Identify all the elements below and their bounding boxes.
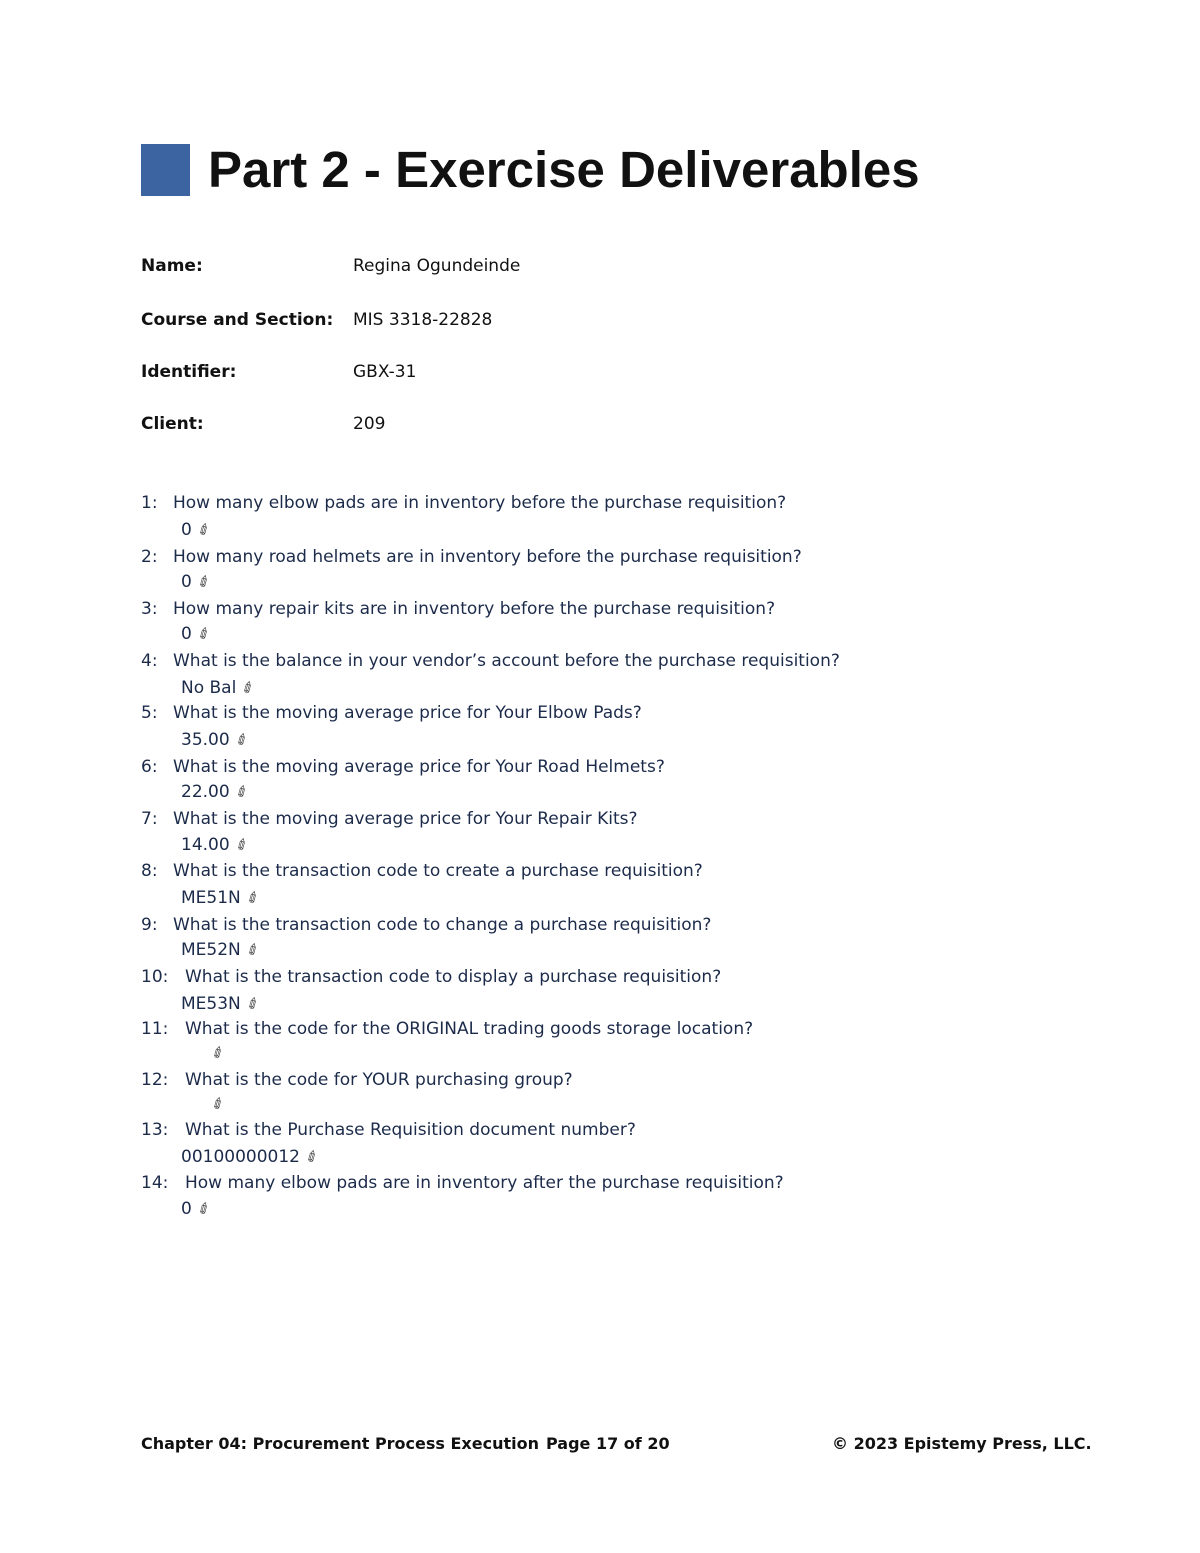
answer-7[interactable]: [181, 834, 252, 856]
answer-10[interactable]: [181, 993, 264, 1015]
question-number: 12:: [141, 1070, 169, 1090]
question-number: 11:: [141, 1019, 169, 1039]
question-number: 6:: [141, 757, 158, 777]
page-heading: [141, 140, 920, 199]
question-text: What is the moving average price for Your Road Helmets?: [173, 757, 665, 777]
answer-text: 35.00: [181, 730, 230, 750]
question-3: [141, 599, 775, 619]
question-number: 13:: [141, 1120, 169, 1140]
question-text: What is the transaction code to create a purchase requisition?: [173, 861, 703, 881]
pencil-icon: ✐: [238, 677, 259, 699]
question-text: How many elbow pads are in inventory after the purchase requisition?: [185, 1173, 784, 1193]
question-text: How many repair kits are in inventory before the purchase requisition?: [173, 599, 776, 619]
footer-chapter: Chapter 04: Procurement Process Execution: [141, 1434, 539, 1453]
question-1: [141, 493, 786, 513]
answer-9[interactable]: [181, 939, 264, 961]
pencil-icon: ✐: [232, 781, 252, 803]
footer-copyright: © 2023 Epistemy Press, LLC.: [832, 1434, 1092, 1453]
answer-text: ME51N: [181, 888, 241, 908]
answer-6[interactable]: [181, 781, 252, 803]
question-6: [141, 757, 665, 777]
info-value: MIS 3318-22828: [353, 310, 493, 330]
question-text: What is the code for the ORIGINAL trading goods storage location?: [185, 1019, 754, 1039]
pencil-icon: ✐: [194, 623, 215, 645]
question-10: [141, 967, 721, 987]
pencil-icon: ✐: [208, 1093, 229, 1115]
answer-text: 22.00: [181, 782, 230, 802]
answer-text: 0: [181, 520, 192, 540]
pencil-icon: ✐: [243, 939, 264, 961]
question-text: What is the transaction code to change a purchase requisition?: [173, 915, 712, 935]
question-text: What is the moving average price for Your Repair Kits?: [173, 809, 638, 829]
answer-text: 0: [181, 572, 192, 592]
info-label: Name:: [141, 256, 203, 276]
answer-3[interactable]: [181, 623, 215, 645]
question-11: [141, 1019, 753, 1039]
answer-13[interactable]: [181, 1146, 323, 1168]
question-text: What is the code for YOUR purchasing group?: [185, 1070, 573, 1090]
answer-14[interactable]: [181, 1198, 215, 1220]
question-2: [141, 547, 802, 567]
question-number: 1:: [141, 493, 158, 513]
question-5: [141, 703, 642, 723]
question-number: 4:: [141, 651, 158, 671]
pencil-icon: ✐: [302, 1146, 323, 1168]
question-9: [141, 915, 711, 935]
answer-text: 0: [181, 624, 192, 644]
pencil-icon: ✐: [232, 834, 252, 856]
info-label: Course and Section:: [141, 310, 334, 330]
answer-text: No Bal: [181, 678, 237, 698]
answer-12[interactable]: [206, 1093, 229, 1115]
question-text: How many elbow pads are in inventory before the purchase requisition?: [173, 493, 787, 513]
pencil-icon: ✐: [243, 887, 264, 909]
question-text: How many road helmets are in inventory before the purchase requisition?: [173, 547, 802, 567]
info-label: Client:: [141, 414, 204, 434]
heading-square-icon: [141, 144, 190, 196]
answer-text: ME53N: [181, 994, 241, 1014]
answer-5[interactable]: [181, 729, 252, 751]
pencil-icon: ✐: [208, 1042, 229, 1064]
question-number: 14:: [141, 1173, 169, 1193]
question-number: 7:: [141, 809, 158, 829]
question-14: [141, 1173, 784, 1193]
answer-8[interactable]: [181, 887, 264, 909]
question-13: [141, 1120, 636, 1140]
info-value: 209: [353, 414, 386, 434]
pencil-icon: ✐: [243, 993, 264, 1015]
pencil-icon: ✐: [194, 571, 215, 593]
question-text: What is the moving average price for Your Elbow Pads?: [173, 703, 642, 723]
pencil-icon: ✐: [194, 1198, 215, 1220]
info-value: Regina Ogundeinde: [353, 256, 521, 276]
question-4: [141, 651, 840, 671]
question-text: What is the transaction code to display a purchase requisition?: [185, 967, 722, 987]
question-number: 2:: [141, 547, 158, 567]
pencil-icon: ✐: [232, 729, 252, 751]
info-value: GBX-31: [353, 362, 417, 382]
question-7: [141, 809, 638, 829]
answer-text: ME52N: [181, 940, 241, 960]
answer-1[interactable]: [181, 519, 215, 541]
question-number: 5:: [141, 703, 158, 723]
answer-text: 14.00: [181, 835, 230, 855]
footer-page-number: Page 17 of 20: [546, 1434, 670, 1453]
answer-11[interactable]: [206, 1042, 229, 1064]
question-text: What is the Purchase Requisition document number?: [185, 1120, 636, 1140]
answer-text: 0: [181, 1199, 192, 1219]
question-number: 9:: [141, 915, 158, 935]
pencil-icon: ✐: [194, 519, 215, 541]
question-12: [141, 1070, 573, 1090]
question-number: 3:: [141, 599, 158, 619]
answer-2[interactable]: [181, 571, 215, 593]
answer-4[interactable]: [181, 677, 259, 699]
question-8: [141, 861, 703, 881]
info-label: Identifier:: [141, 362, 237, 382]
question-number: 8:: [141, 861, 158, 881]
question-text: What is the balance in your vendor’s account before the purchase requisition?: [173, 651, 840, 671]
page-title: Part 2 - Exercise Deliverables: [208, 141, 920, 198]
question-number: 10:: [141, 967, 169, 987]
answer-text: 00100000012: [181, 1147, 300, 1167]
